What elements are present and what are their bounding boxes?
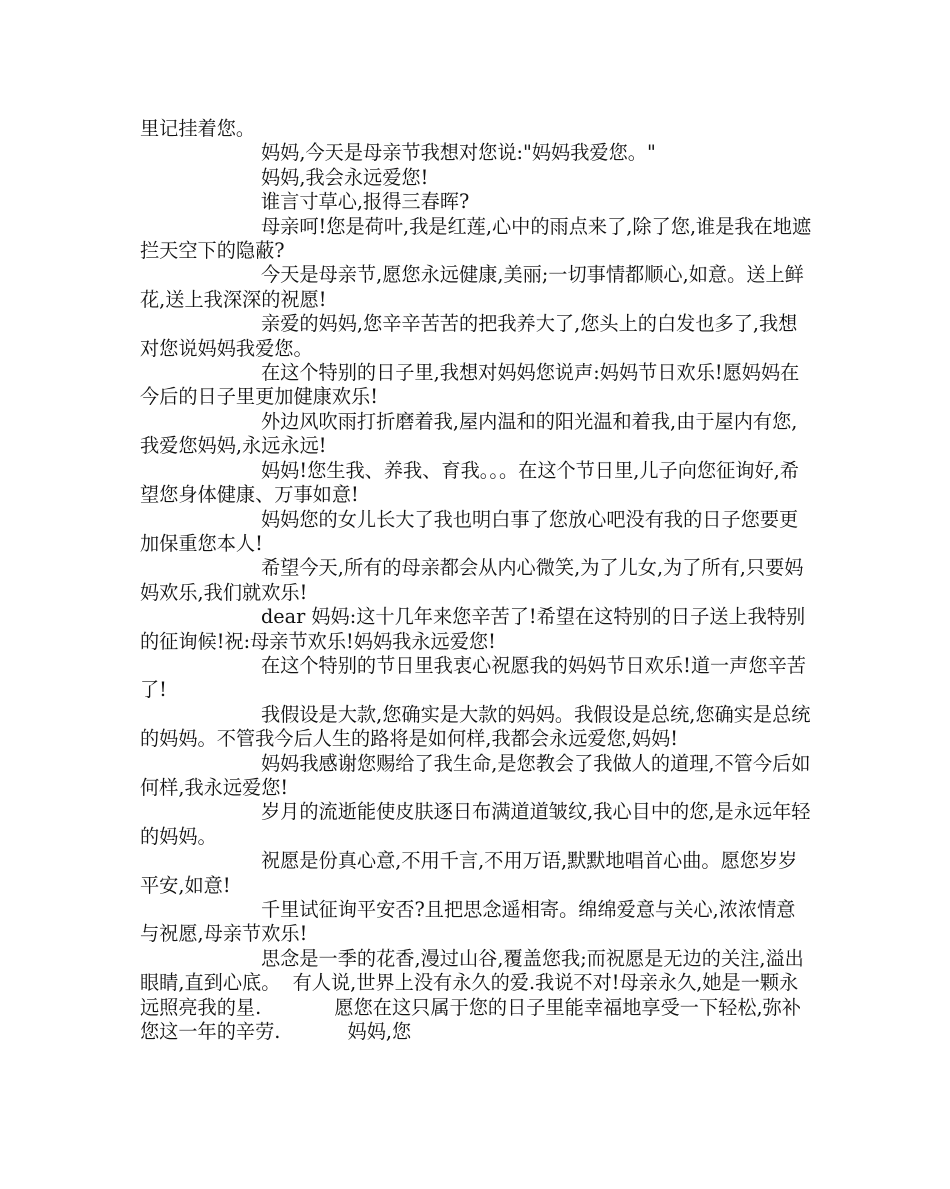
paragraph-13: dear 妈妈:这十几年来您辛苦了!希望在这特别的日子送上我特别的征询候!祝:母亲节欢乐!妈妈我永远爱您! bbox=[140, 605, 806, 653]
paragraph-6: 今天是母亲节,愿您永远健康,美丽;一切事情都顺心,如意。送上鲜花,送上我深深的祝愿! bbox=[140, 263, 804, 311]
paragraph-2: 妈妈,今天是母亲节我想对您说:"妈妈我爱您。" bbox=[261, 141, 656, 165]
paragraph-11: 妈妈您的女儿长大了我也明白事了您放心吧没有我的日子您要更加保重您本人! bbox=[140, 507, 799, 555]
paragraph-1: 里记挂着您。 bbox=[140, 117, 256, 140]
paragraph-16: 妈妈我感谢您赐给了我生命,是您教会了我做人的道理,不管今后如何样,我永远爱您! bbox=[140, 751, 811, 799]
paragraph-3: 妈妈,我会永远爱您! bbox=[261, 165, 429, 189]
paragraph-9: 外边风吹雨打折磨着我,屋内温和的阳光温和着我,由于屋内有您,我爱您妈妈,永远永远! bbox=[140, 409, 798, 458]
paragraph-7: 亲爱的妈妈,您辛辛苦苦的把我养大了,您头上的白发也多了,我想对您说妈妈我爱您。 bbox=[140, 312, 798, 360]
paragraph-12: 希望今天,所有的母亲都会从内心微笑,为了儿女,为了所有,只要妈妈欢乐,我们就欢乐! bbox=[140, 556, 804, 604]
paragraph-8: 在这个特别的日子里,我想对妈妈您说声:妈妈节日欢乐!愿妈妈在今后的日子里更加健康欢乐! bbox=[140, 361, 800, 409]
paragraph-5: 母亲呵!您是荷叶,我是红莲,心中的雨点来了,除了您,谁是我在地遮拦天空下的隐蔽? bbox=[140, 214, 812, 263]
document-page bbox=[140, 117, 812, 1044]
paragraph-17: 岁月的流逝能使皮肤逐日布满道道皱纹,我心目中的您,是永远年轻的妈妈。 bbox=[140, 800, 811, 848]
paragraph-4: 谁言寸草心,报得三春晖? bbox=[261, 190, 470, 214]
paragraph-10: 妈妈!您生我、养我、育我。。。在这个节日里,儿子向您征询好,希望您身体健康、万事如意! bbox=[140, 458, 799, 507]
paragraph-18: 祝愿是份真心意,不用千言,不用万语,默默地唱首心曲。愿您岁岁平安,如意! bbox=[140, 849, 798, 897]
paragraph-15: 我假设是大款,您确实是大款的妈妈。我假设是总统,您确实是总统的妈妈。不管我今后人生的路将是如何样,我都会永远爱您,妈妈! bbox=[140, 702, 811, 751]
paragraph-19: 千里试征询平安否?且把思念遥相寄。绵绵爱意与关心,浓浓情意与祝愿,母亲节欢乐! bbox=[140, 898, 796, 946]
paragraph-14: 在这个特别的节日里我衷心祝愿我的妈妈节日欢乐!道一声您辛苦了! bbox=[140, 653, 806, 702]
paragraph-20: 思念是一季的花香,漫过山谷,覆盖您我;而祝愿是无边的关注,溢出眼睛,直到心底。 有人说,世界上没有永久的爱.我说不对!母亲永久,她是一颗永远照亮我的星. 愿您在这只属于您的日子里能幸福地享受一下轻松,弥补您这一年的辛劳. 妈妈,您 bbox=[140, 946, 804, 1044]
